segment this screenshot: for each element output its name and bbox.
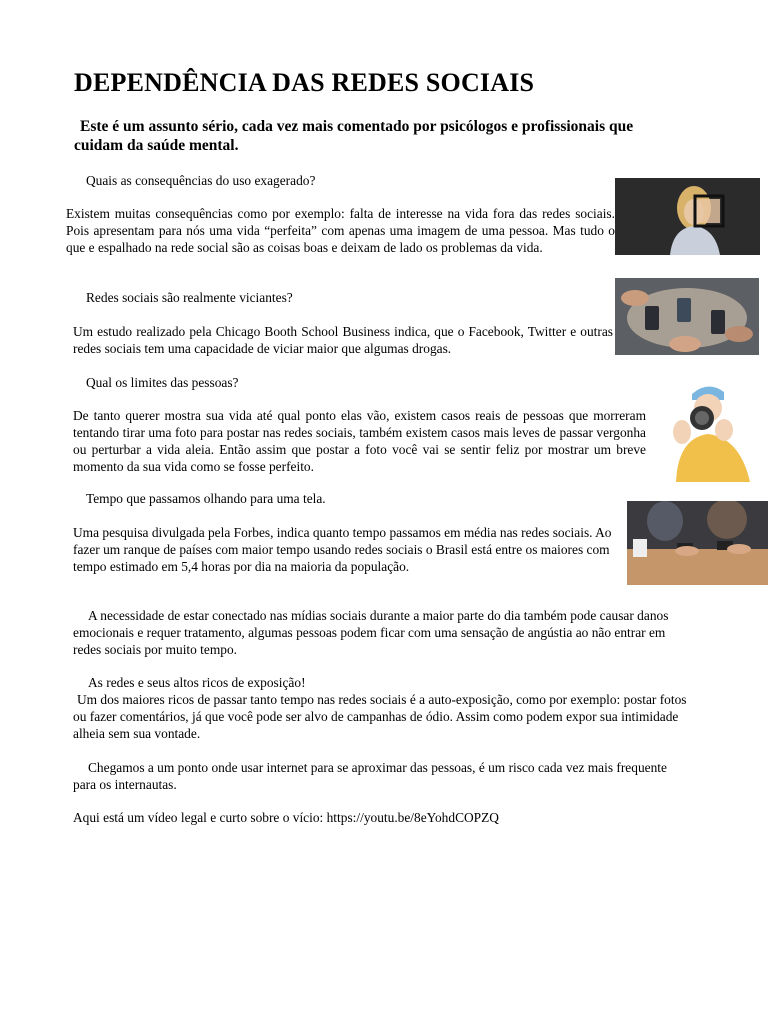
paragraph-conclusion-text: Chegamos a um ponto onde usar internet para se aproximar das pessoas, é um risco cada vez mais frequente para os internautas. — [73, 760, 667, 792]
cartoon-photographer — [652, 378, 754, 482]
video-link-line: Aqui está um vídeo legal e curto sobre o vício: https://youtu.be/8eYohdCOPZQ — [73, 810, 499, 825]
question-limits: Qual os limites das pessoas? — [86, 375, 239, 390]
paragraph-conclusion — [73, 759, 693, 793]
paragraph-screen-time: Uma pesquisa divulgada pela Forbes, indica quanto tempo passamos em média nas redes sociais. Ao fazer um ranque de países com maior tempo usando redes sociais o Brasil está entre os maiores com tempo estimado em 5,4 horas por dia na maioria da população. — [73, 525, 612, 574]
paragraph-addictive: Um estudo realizado pela Chicago Booth School Business indica, que o Facebook, Twitter e outras redes sociais tem uma capacidade de viciar maior que algumas drogas. — [73, 324, 613, 356]
photo-hands-with-phones — [615, 278, 759, 355]
paragraph-exposure-text: Um dos maiores ricos de passar tanto tempo nas redes sociais é a auto-exposição, como por exemplo: postar fotos ou fazer comentários, já que você pode ser alvo de campanhas de ódio. Assim como podem expor sua intimidade alheia sem sua vontade. — [73, 692, 687, 741]
photo-woman-with-frame — [615, 178, 760, 255]
question-addictive: Redes sociais são realmente viciantes? — [86, 290, 293, 305]
paragraph-necessity-text: A necessidade de estar conectado nas mídias sociais durante a maior parte do dia também pode causar danos emocionais e requer tratamento, algumas pessoas podem ficar com uma sensação de angústia ao não entrar em redes sociais por muito tempo. — [73, 608, 669, 657]
paragraph-consequences: Existem muitas consequências como por exemplo: falta de interesse na vida fora das redes sociais. Pois apresentam para nós uma vida “perfeita” com apenas uma imagem de uma pessoa. Mas tudo o que e espalhado na rede social são as coisas boas e deixam de lado os problemas da vida. — [66, 206, 615, 255]
question-consequences: Quais as consequências do uso exagerado? — [86, 173, 316, 188]
paragraph-necessity — [73, 607, 695, 658]
intro-paragraph — [74, 117, 674, 155]
question-exposure: As redes e seus altos ricos de exposição! — [88, 675, 306, 690]
photo-people-at-table — [627, 501, 768, 585]
question-screen-time: Tempo que passamos olhando para uma tela. — [86, 491, 326, 506]
intro-text: Este é um assunto sério, cada vez mais comentado por psicólogos e profissionais que cuidam da saúde mental. — [74, 118, 634, 154]
paragraph-exposure — [73, 691, 703, 742]
document-title: DEPENDÊNCIA DAS REDES SOCIAIS — [74, 68, 535, 97]
paragraph-limits: De tanto querer mostra sua vida até qual ponto elas vão, existem casos reais de pessoas que morreram tentando tirar uma foto para postar nas redes sociais, também existem casos mais leves de passar vergonha ou perturbar a vida aleia. Então assim que postar a foto você vai se sentir feliz por mostrar um breve momento da sua vida como se fosse perfeito. — [73, 408, 646, 474]
